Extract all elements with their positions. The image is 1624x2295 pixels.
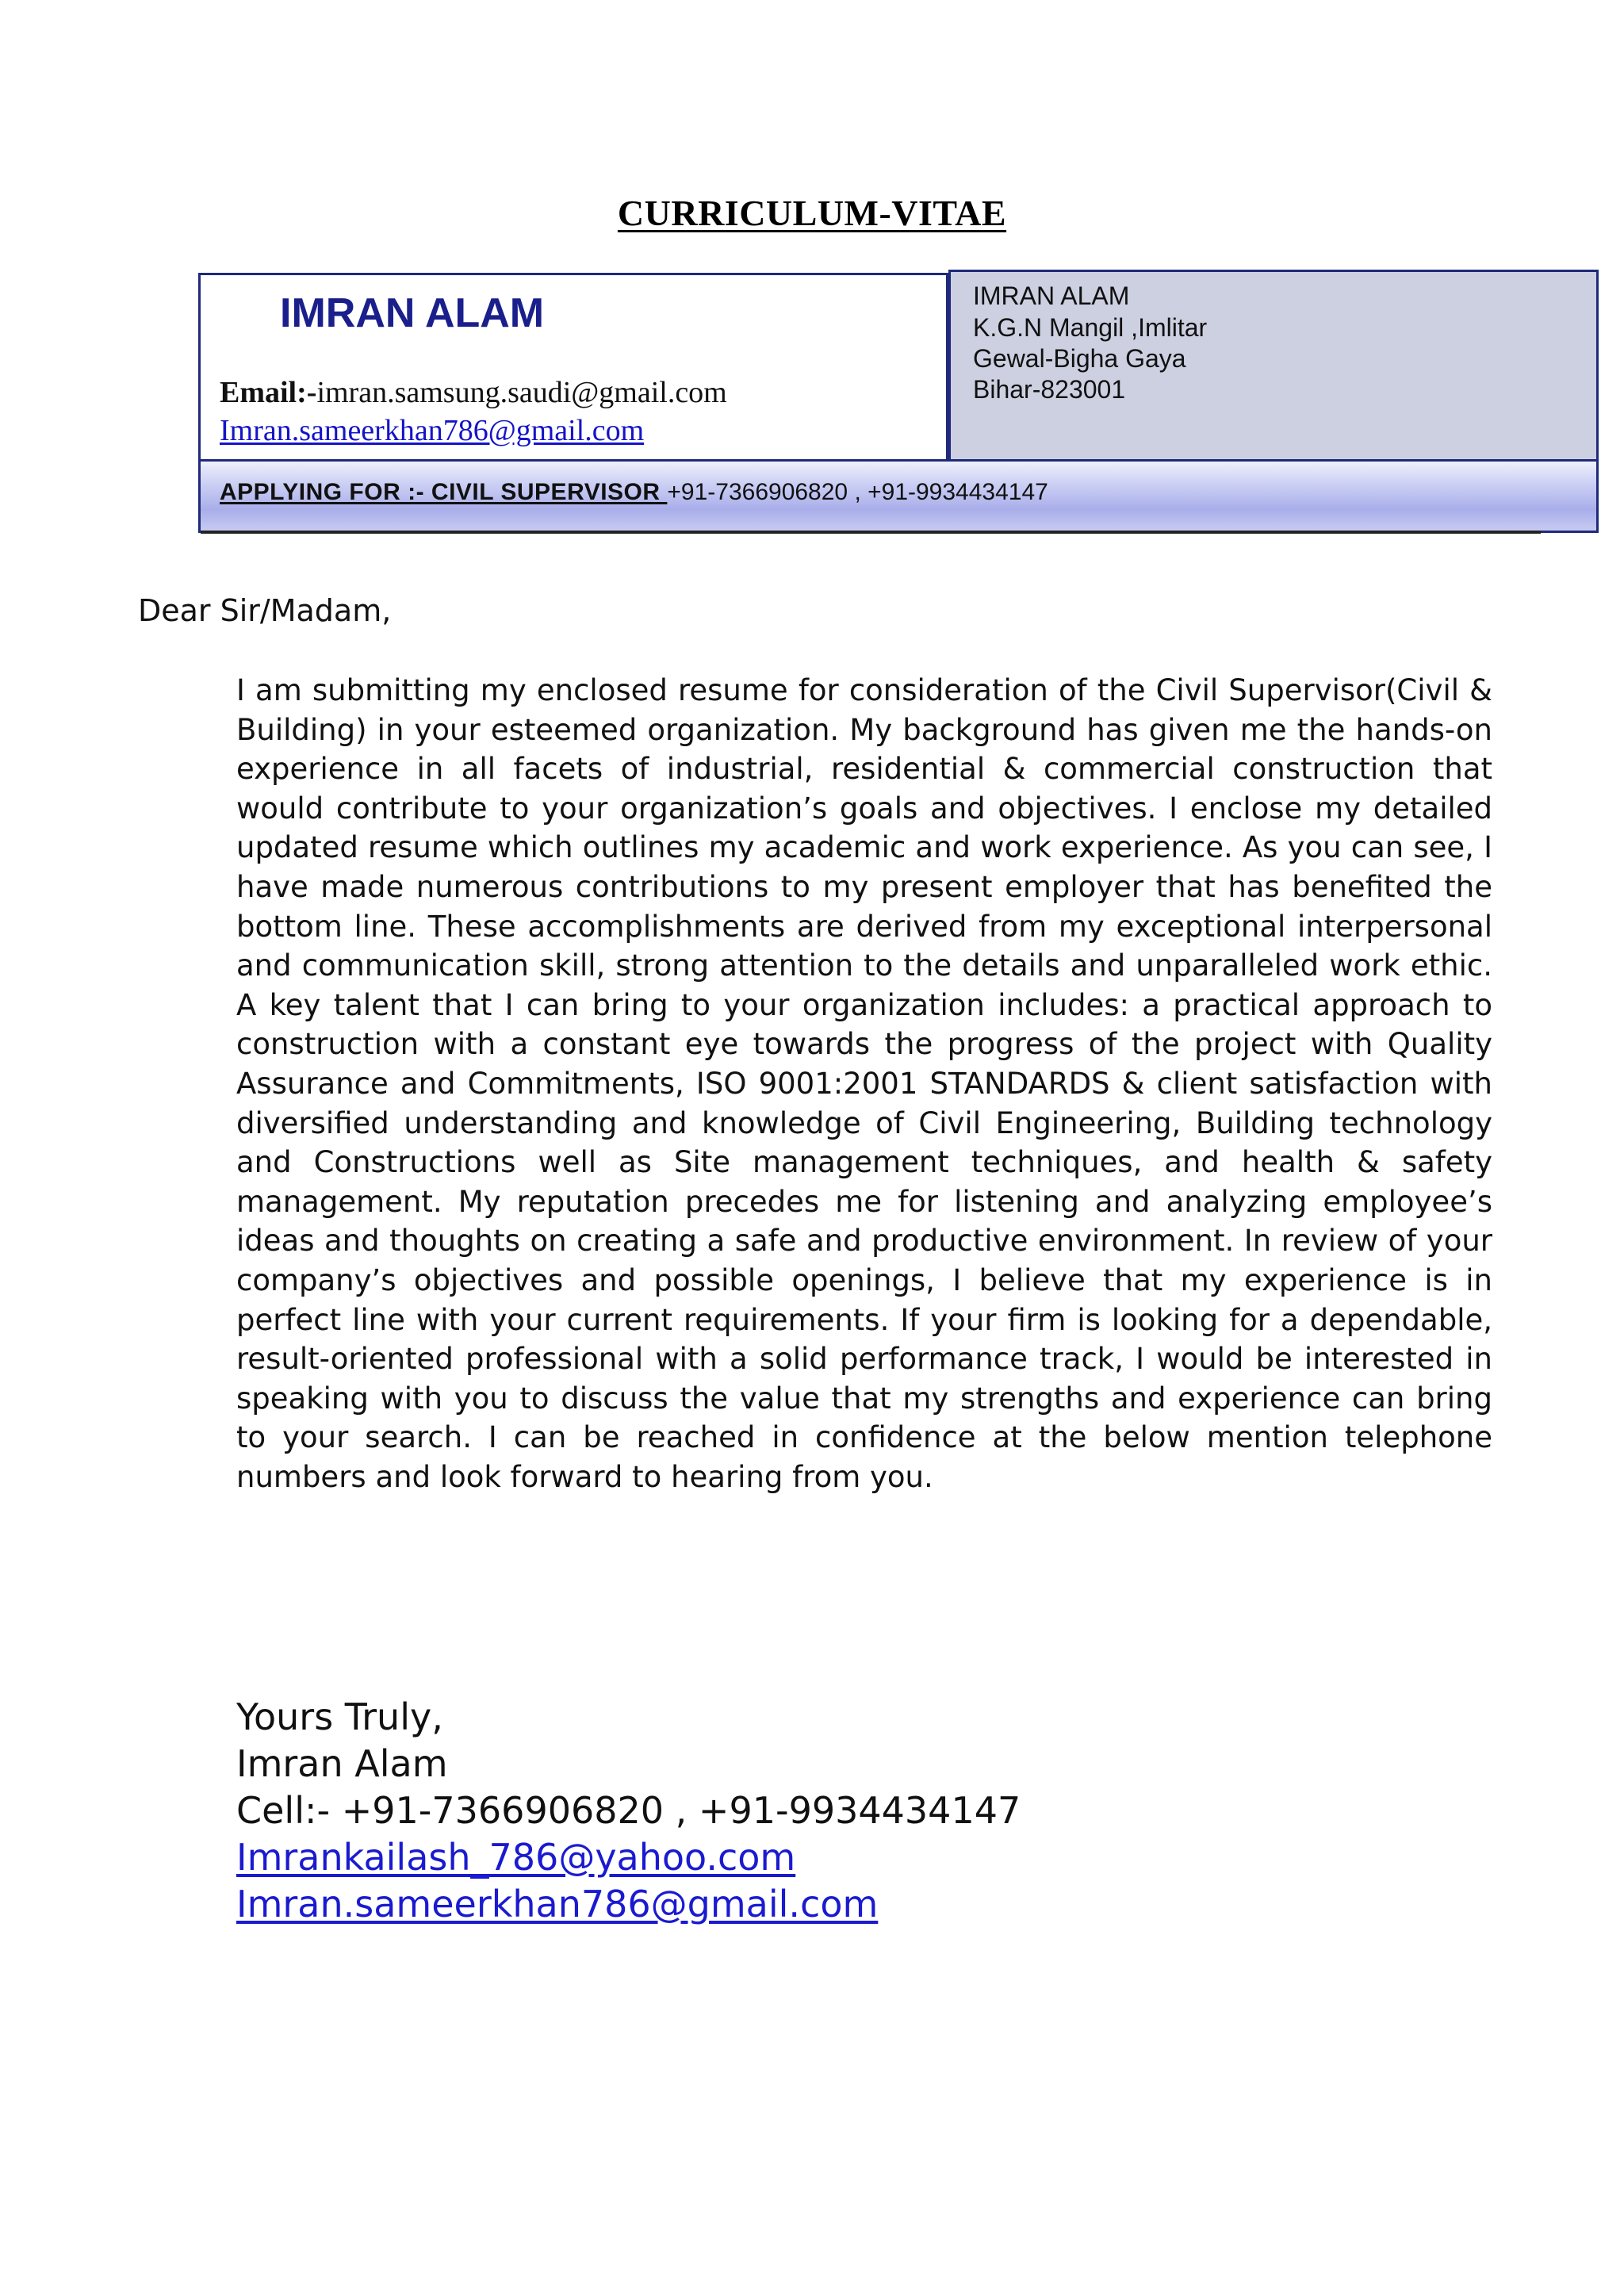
candidate-name: IMRAN ALAM [280, 290, 545, 336]
applying-for-bar [198, 462, 1599, 533]
applying-for-position: APPLYING FOR :- CIVIL SUPERVISOR [220, 479, 668, 505]
cell-numbers: Cell:- +91-7366906820 , +91-9934434147 [236, 1789, 1021, 1832]
secondary-email-link[interactable]: Imran.sameerkhan786@gmail.com [220, 414, 645, 447]
cover-letter-body: I am submitting my enclosed resume for consideration of the Civil Supervisor(Civil & Building) in your esteemed organization. My background has given me the hands-on experience in all facets of industrial, residential & commercial construction that would contribute to your organization’s goals and objectives. I enclose my detailed updated resume which outlines my academic and work experience. As you can see, I have made numerous contributions to my present employer that has benefited the bottom line. These accomplishments are derived from my exceptional interpersonal and communication skill, strong attention to the details and unparalleled work ethic. A key talent that I can bring to your organization includes: a practical approach to construction with a constant eye towards the progress of the project with Quality Assurance and Commitments, ISO 9001:2001 STANDARDS & client satisfaction with diversified understanding and knowledge of Civil Engineering, Building technology and Constructions well as Site management techniques, and health & safety management. My reputation precedes me for listening and analyzing employee’s ideas and thoughts on creating a safe and productive environment. In review of your company’s objectives and possible openings, I believe that my experience is in perfect line with your current requirements. If your firm is looking for a dependable, result-oriented professional with a solid performance track, I would be interested in speaking with you to discuss the value that my strengths and experience can bring to your search. I can be reached in confidence at the below mention telephone numbers and look forward to hearing from you. [236, 673, 1492, 1494]
address-line-locality: Gewal-Bigha Gaya [973, 344, 1186, 373]
name-card [198, 273, 948, 462]
gmail-email-link[interactable]: Imran.sameerkhan786@gmail.com [236, 1883, 879, 1925]
address-card [948, 270, 1599, 462]
closing: Yours Truly, [236, 1695, 443, 1738]
yahoo-email-link[interactable]: Imrankailash_786@yahoo.com [236, 1836, 796, 1879]
email-label: Email:- [220, 376, 317, 409]
address-line-state: Bihar-823001 [973, 375, 1126, 404]
address-line-name: IMRAN ALAM [973, 282, 1130, 310]
applying-for-line [220, 479, 1048, 506]
primary-email [220, 375, 727, 410]
signer-name: Imran Alam [236, 1742, 448, 1785]
primary-email-address: imran.samsung.saudi@gmail.com [316, 376, 727, 409]
address-line-street: K.G.N Mangil ,Imlitar [973, 313, 1208, 342]
applying-for-phones: +91-7366906820 , +91-9934434147 [667, 479, 1048, 505]
document-title: CURRICULUM-VITAE [617, 193, 1007, 233]
salutation: Dear Sir/Madam, [138, 593, 392, 628]
